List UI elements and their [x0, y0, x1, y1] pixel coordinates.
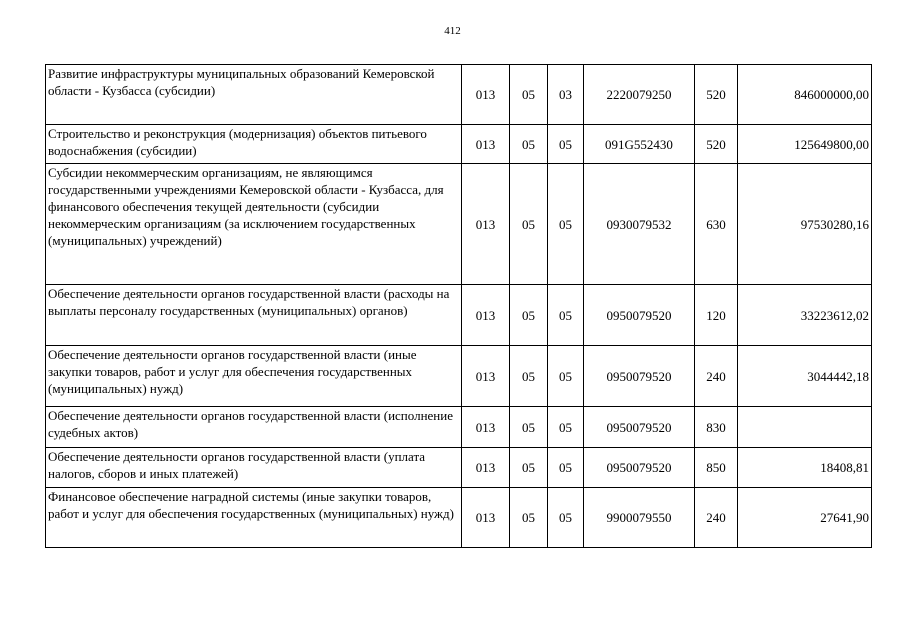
ministry-code: 013 [462, 346, 510, 407]
expense-type-code: 240 [695, 346, 738, 407]
expense-type-code: 830 [695, 407, 738, 448]
amount: 27641,90 [738, 488, 872, 548]
row-name: Обеспечение деятельности органов государственной власти (расходы на выплаты персоналу государственных (муниципальных) органов) [46, 285, 462, 346]
target-article-code: 091G552430 [584, 125, 695, 164]
row-name: Строительство и реконструкция (модернизация) объектов питьевого водоснабжения (субсидии) [46, 125, 462, 164]
target-article-code: 0930079532 [584, 164, 695, 285]
subsection-code: 05 [548, 488, 584, 548]
amount: 846000000,00 [738, 65, 872, 125]
page-number: 412 [444, 25, 461, 37]
expense-type-code: 120 [695, 285, 738, 346]
target-article-code: 0950079520 [584, 346, 695, 407]
target-article-code: 0950079520 [584, 407, 695, 448]
amount: 97530280,16 [738, 164, 872, 285]
table-row [46, 407, 872, 448]
amount: 125649800,00 [738, 125, 872, 164]
subsection-code: 05 [548, 346, 584, 407]
amount: 3044442,18 [738, 346, 872, 407]
section-code: 05 [510, 407, 548, 448]
ministry-code: 013 [462, 285, 510, 346]
amount: 33223612,02 [738, 285, 872, 346]
ministry-code: 013 [462, 65, 510, 125]
expense-type-code: 630 [695, 164, 738, 285]
expense-type-code: 520 [695, 65, 738, 125]
table-row [46, 164, 872, 285]
expense-type-code: 240 [695, 488, 738, 548]
table-row [46, 346, 872, 407]
target-article-code: 2220079250 [584, 65, 695, 125]
subsection-code: 05 [548, 448, 584, 488]
subsection-code: 05 [548, 407, 584, 448]
section-code: 05 [510, 488, 548, 548]
row-name: Финансовое обеспечение наградной системы (иные закупки товаров, работ и услуг для обеспечения государственных (муниципальных) нужд) [46, 488, 462, 548]
table-row [46, 285, 872, 346]
subsection-code: 05 [548, 125, 584, 164]
amount [738, 407, 872, 448]
target-article-code: 9900079550 [584, 488, 695, 548]
section-code: 05 [510, 125, 548, 164]
table-row [46, 488, 872, 548]
expense-type-code: 520 [695, 125, 738, 164]
target-article-code: 0950079520 [584, 285, 695, 346]
section-code: 05 [510, 346, 548, 407]
ministry-code: 013 [462, 448, 510, 488]
row-name: Развитие инфраструктуры муниципальных образований Кемеровской области - Кузбасса (субсидии) [46, 65, 462, 125]
row-name: Обеспечение деятельности органов государственной власти (уплата налогов, сборов и иных платежей) [46, 448, 462, 488]
budget-table [45, 64, 872, 548]
ministry-code: 013 [462, 164, 510, 285]
table-row [46, 65, 872, 125]
row-name: Обеспечение деятельности органов государственной власти (иные закупки товаров, работ и услуг для обеспечения государственных (муниципальных) нужд) [46, 346, 462, 407]
target-article-code: 0950079520 [584, 448, 695, 488]
section-code: 05 [510, 65, 548, 125]
subsection-code: 05 [548, 285, 584, 346]
ministry-code: 013 [462, 125, 510, 164]
expense-type-code: 850 [695, 448, 738, 488]
section-code: 05 [510, 285, 548, 346]
subsection-code: 03 [548, 65, 584, 125]
amount: 18408,81 [738, 448, 872, 488]
table-row [46, 125, 872, 164]
ministry-code: 013 [462, 488, 510, 548]
row-name: Обеспечение деятельности органов государственной власти (исполнение судебных актов) [46, 407, 462, 448]
section-code: 05 [510, 164, 548, 285]
table-row [46, 448, 872, 488]
subsection-code: 05 [548, 164, 584, 285]
row-name: Субсидии некоммерческим организациям, не являющимся государственными учреждениями Кемеровской области - Кузбасса, для финансового обеспечения текущей деятельности (субсидии некоммерческим организациям (за исключением государственных (муниципальных) учреждений) [46, 164, 462, 285]
section-code: 05 [510, 448, 548, 488]
ministry-code: 013 [462, 407, 510, 448]
